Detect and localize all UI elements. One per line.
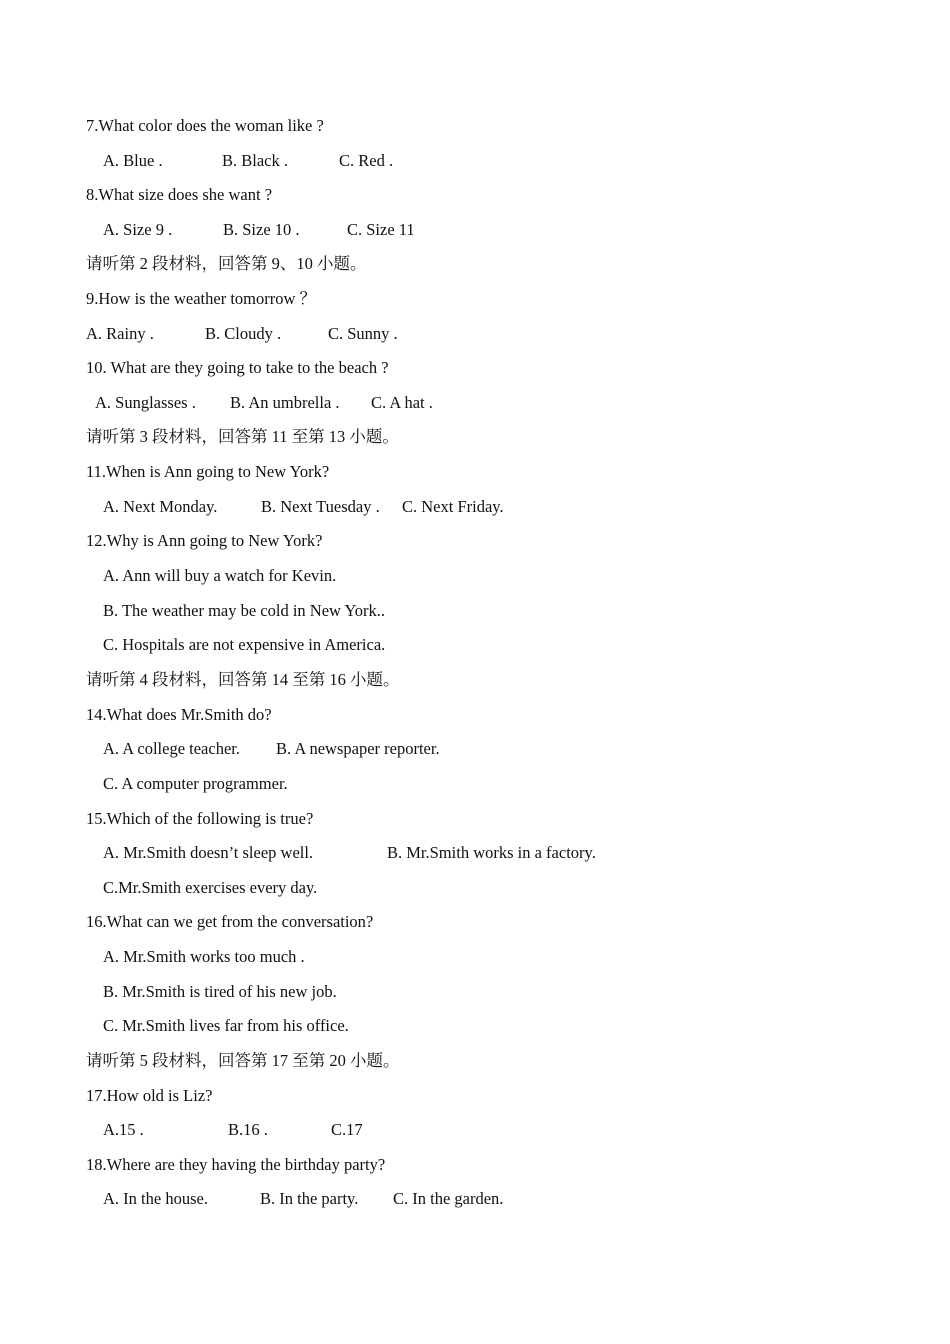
section-4-instruction: 请听第 4 段材料，回答第 14 至第 16 小题。	[86, 670, 400, 689]
q8-option-c: C. Size 11	[347, 220, 415, 239]
q16-option-a: A. Mr.Smith works too much .	[103, 947, 305, 966]
q10-option-c: C. A hat .	[371, 393, 433, 412]
question-18: 18.Where are they having the birthday party?	[86, 1155, 386, 1174]
q9-option-a: A. Rainy .	[86, 324, 154, 343]
q15-option-c: C.Mr.Smith exercises every day.	[103, 878, 318, 897]
q7-option-c: C. Red .	[339, 151, 394, 170]
q11-option-b: B. Next Tuesday .	[261, 497, 380, 516]
question-15: 15.Which of the following is true?	[86, 809, 314, 828]
q7-option-b: B. Black .	[222, 151, 288, 170]
q18-option-b: B. In the party.	[260, 1189, 359, 1208]
question-11: 11.When is Ann going to New York?	[86, 462, 330, 481]
q16-option-b: B. Mr.Smith is tired of his new job.	[103, 982, 337, 1001]
question-10: 10. What are they going to take to the beach ?	[86, 358, 389, 377]
section-3-instruction: 请听第 3 段材料，回答第 11 至第 13 小题。	[86, 427, 399, 446]
q12-option-b: B. The weather may be cold in New York..	[103, 601, 385, 620]
q9-option-c: C. Sunny .	[328, 324, 398, 343]
q17-option-a: A.15 .	[103, 1120, 144, 1139]
q8-option-b: B. Size 10 .	[223, 220, 300, 239]
q17-option-c: C.17	[331, 1120, 363, 1139]
q11-option-c: C. Next Friday.	[402, 497, 504, 516]
question-8: 8.What size does she want ?	[86, 185, 273, 204]
q8-option-a: A. Size 9 .	[103, 220, 173, 239]
q10-option-b: B. An umbrella .	[230, 393, 340, 412]
question-16: 16.What can we get from the conversation?	[86, 912, 374, 931]
q14-option-b: B. A newspaper reporter.	[276, 739, 440, 758]
q18-option-a: A. In the house.	[103, 1189, 208, 1208]
question-12: 12.Why is Ann going to New York?	[86, 531, 323, 550]
question-17: 17.How old is Liz?	[86, 1086, 213, 1105]
q12-option-c: C. Hospitals are not expensive in America.	[103, 635, 386, 654]
q12-option-a: A. Ann will buy a watch for Kevin.	[103, 566, 337, 585]
q7-option-a: A. Blue .	[103, 151, 163, 170]
section-2-instruction: 请听第 2 段材料，回答第 9、10 小题。	[86, 254, 367, 273]
question-14: 14.What does Mr.Smith do?	[86, 705, 272, 724]
q17-option-b: B.16 .	[228, 1120, 268, 1139]
question-9: 9.How is the weather tomorrow ？	[86, 289, 317, 308]
q16-option-c: C. Mr.Smith lives far from his office.	[103, 1016, 349, 1035]
q15-option-a: A. Mr.Smith doesn’t sleep well.	[103, 843, 314, 862]
q15-option-b: B. Mr.Smith works in a factory.	[387, 843, 596, 862]
section-5-instruction: 请听第 5 段材料，回答第 17 至第 20 小题。	[86, 1051, 400, 1070]
q9-option-b: B. Cloudy .	[205, 324, 282, 343]
q14-option-c: C. A computer programmer.	[103, 774, 288, 793]
q11-option-a: A. Next Monday.	[103, 497, 218, 516]
q18-option-c: C. In the garden.	[393, 1189, 504, 1208]
question-7: 7.What color does the woman like ?	[86, 116, 324, 135]
q10-option-a: A. Sunglasses .	[95, 393, 196, 412]
q14-option-a: A. A college teacher.	[103, 739, 240, 758]
